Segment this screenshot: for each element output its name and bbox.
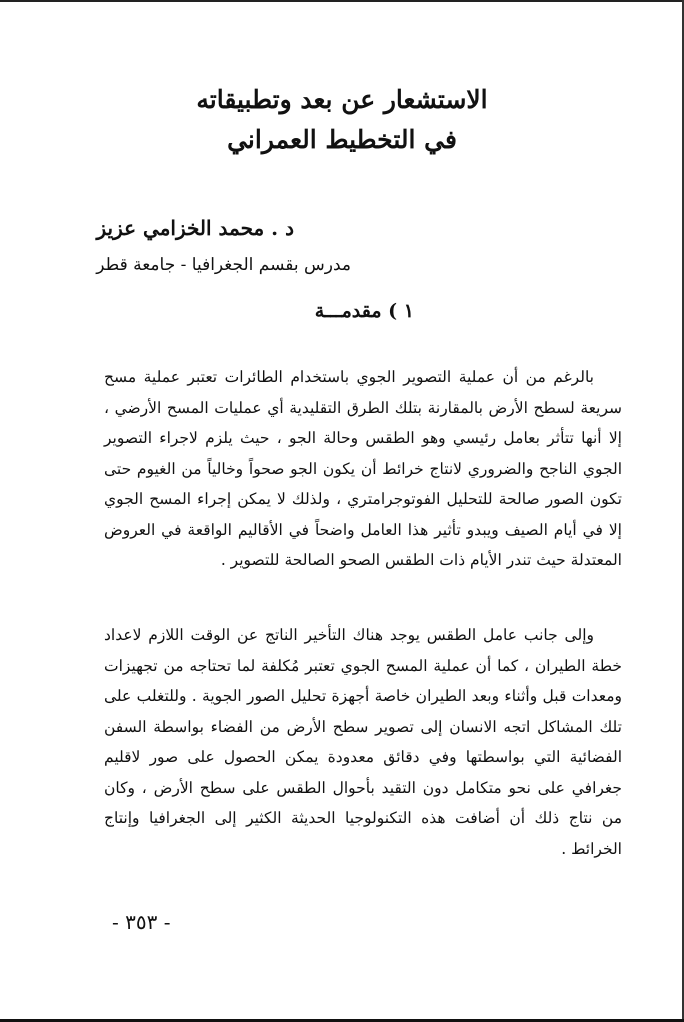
article-title-line-2: في التخطيط العمراني	[227, 125, 457, 154]
scan-edge-top	[0, 0, 684, 2]
section-heading: ١ ) مقدمـــة	[314, 300, 414, 322]
body-paragraph-2: وإلى جانب عامل الطقس يوجد هناك التأخير الناتج عن الوقت اللازم لاعداد خطة الطيران ، كما أن عملية المسح الجوي تعتبر مُكلفة لما تحتاجه من تجهيزات ومعدات قبل وأثناء وبعد الطيران خاصة أجهزة تحليل الصور الجوية . وللتغلب على تلك المشاكل اتجه الانسان إلى تصوير سطح الأرض من الفضاء بواسطة السفن الفضائية التي بواسطتها وفي دقائق معدودة يمكن الحصول على صور لاقليم جغرافي على نحو متكامل دون التقيد بأحوال الطقس على سطح الأرض ، وكان من نتاج ذلك أن أضافت هذه التكنولوجيا الحديثة الكثير إلى الجغرافيا وإنتاج الخرائط .	[104, 626, 622, 858]
body-paragraph-1: بالرغم من أن عملية التصوير الجوي باستخدام الطائرات تعتبر عملية مسح سريعة لسطح الأرض بالمقارنة بتلك الطرق التقليدية أي عمليات المسح الأرضي ، إلا أنها تتأثر بعامل رئيسي وهو الطقس وحالة الجو ، حيث يلزم لاجراء التصوير الجوي الناجح والضروري لانتاج خرائط أن يكون الجو صحواً وخالياً من الغيوم حتى تكون الصور صالحة للتحليل الفوتوجرامتري ، ولذلك لا يمكن إجراء المسح الجوي إلا في أيام الصيف ويبدو تأثير هذا العامل واضحاً في الأقاليم الواقعة في العروض المعتدلة حيث تندر الأيام ذات الطقس الصحو الصالحة للتصوير .	[104, 368, 622, 569]
page-number: - ٣٥٣ -	[112, 910, 171, 934]
author-affiliation: مدرس بقسم الجغرافيا - جامعة قطر	[96, 255, 351, 275]
article-title-line-1: الاستشعار عن بعد وتطبيقاته	[196, 85, 488, 114]
author-name: د . محمد الخزامي عزيز	[96, 216, 294, 240]
